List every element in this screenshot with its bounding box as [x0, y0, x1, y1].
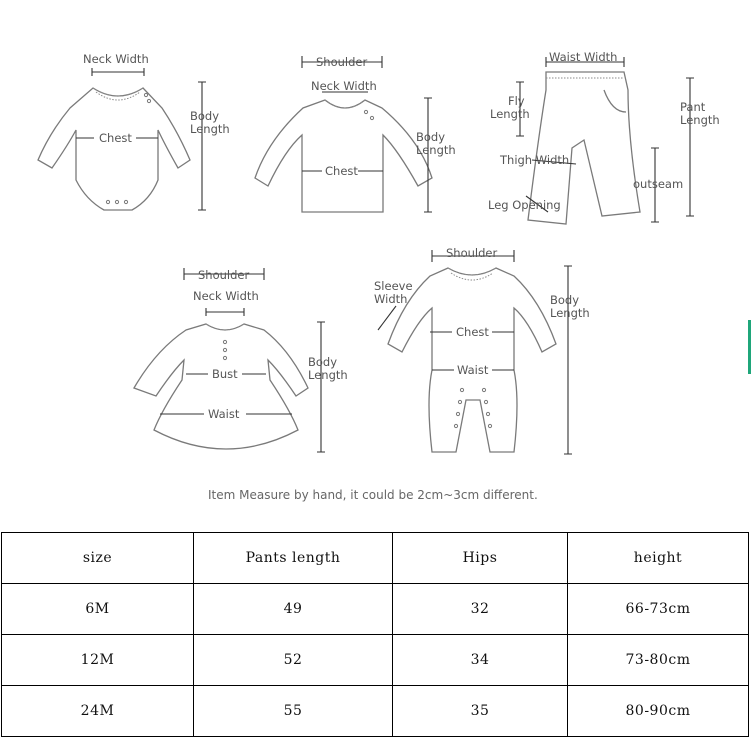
romper-chest-label: Chest: [99, 131, 132, 145]
header-pants-length: Pants length: [194, 533, 393, 584]
pants-pant-label: Pant: [680, 100, 706, 114]
romper-length-label: Length: [190, 122, 230, 136]
table-row: [2, 635, 749, 686]
header-size: size: [2, 533, 194, 584]
shirt-chest-label: Chest: [325, 164, 358, 178]
jumpsuit-waist-label: Waist: [457, 363, 489, 377]
dress-length-label: Length: [308, 368, 348, 382]
jumpsuit-body-label: Body: [550, 293, 580, 307]
pants-outseam-label: outseam: [633, 177, 684, 191]
dress-neck-width-label: Neck Width: [193, 289, 259, 303]
shirt-body-label: Body: [416, 130, 446, 144]
cell-size: 6M: [2, 584, 194, 635]
shirt-length-label: Length: [416, 143, 456, 157]
dress-bust-label: Bust: [212, 367, 238, 381]
jumpsuit-chest-label: Chest: [456, 325, 489, 339]
table-header-row: [2, 533, 749, 584]
cell-hips: 34: [393, 635, 568, 686]
pants-fly-label: Fly: [508, 94, 525, 108]
romper-body-label: Body: [190, 109, 220, 123]
cell-pants-length: 55: [194, 686, 393, 737]
cell-pants-length: 52: [194, 635, 393, 686]
cell-size: 12M: [2, 635, 194, 686]
cell-hips: 32: [393, 584, 568, 635]
cell-height: 80-90cm: [568, 686, 749, 737]
header-height: height: [568, 533, 749, 584]
header-hips: Hips: [393, 533, 568, 584]
cell-height: 66-73cm: [568, 584, 749, 635]
pants-waist-width-label: Waist Width: [549, 50, 618, 64]
pants-thigh-width-label: Thigh Width: [500, 153, 570, 167]
dress-waist-label: Waist: [208, 407, 240, 421]
pants-leg-opening-label: Leg Opening: [488, 198, 561, 212]
cell-pants-length: 49: [194, 584, 393, 635]
dress-shoulder-label: Shoulder: [198, 268, 250, 282]
jumpsuit-sleeve-label: Sleeve: [374, 279, 413, 293]
jumpsuit-sleeve-width-label: Width: [374, 292, 408, 306]
jumpsuit-length-label: Length: [550, 306, 590, 320]
dress-body-label: Body: [308, 355, 338, 369]
pants-fly-length-label: Length: [490, 107, 530, 121]
shirt-shoulder-label: Shoulder: [316, 55, 368, 69]
shirt-neck-width-label: Neck Width: [311, 79, 377, 93]
romper-neck-width-label: Neck Width: [83, 52, 149, 66]
jumpsuit-shoulder-label: Shoulder: [446, 246, 498, 260]
cell-size: 24M: [2, 686, 194, 737]
table-row: [2, 686, 749, 737]
pants-pant-length-label: Length: [680, 113, 720, 127]
table-row: [2, 584, 749, 635]
cell-height: 73-80cm: [568, 635, 749, 686]
measurement-note: Item Measure by hand, it could be 2cm~3cm different.: [208, 488, 538, 502]
size-table: [1, 532, 749, 737]
cell-hips: 35: [393, 686, 568, 737]
